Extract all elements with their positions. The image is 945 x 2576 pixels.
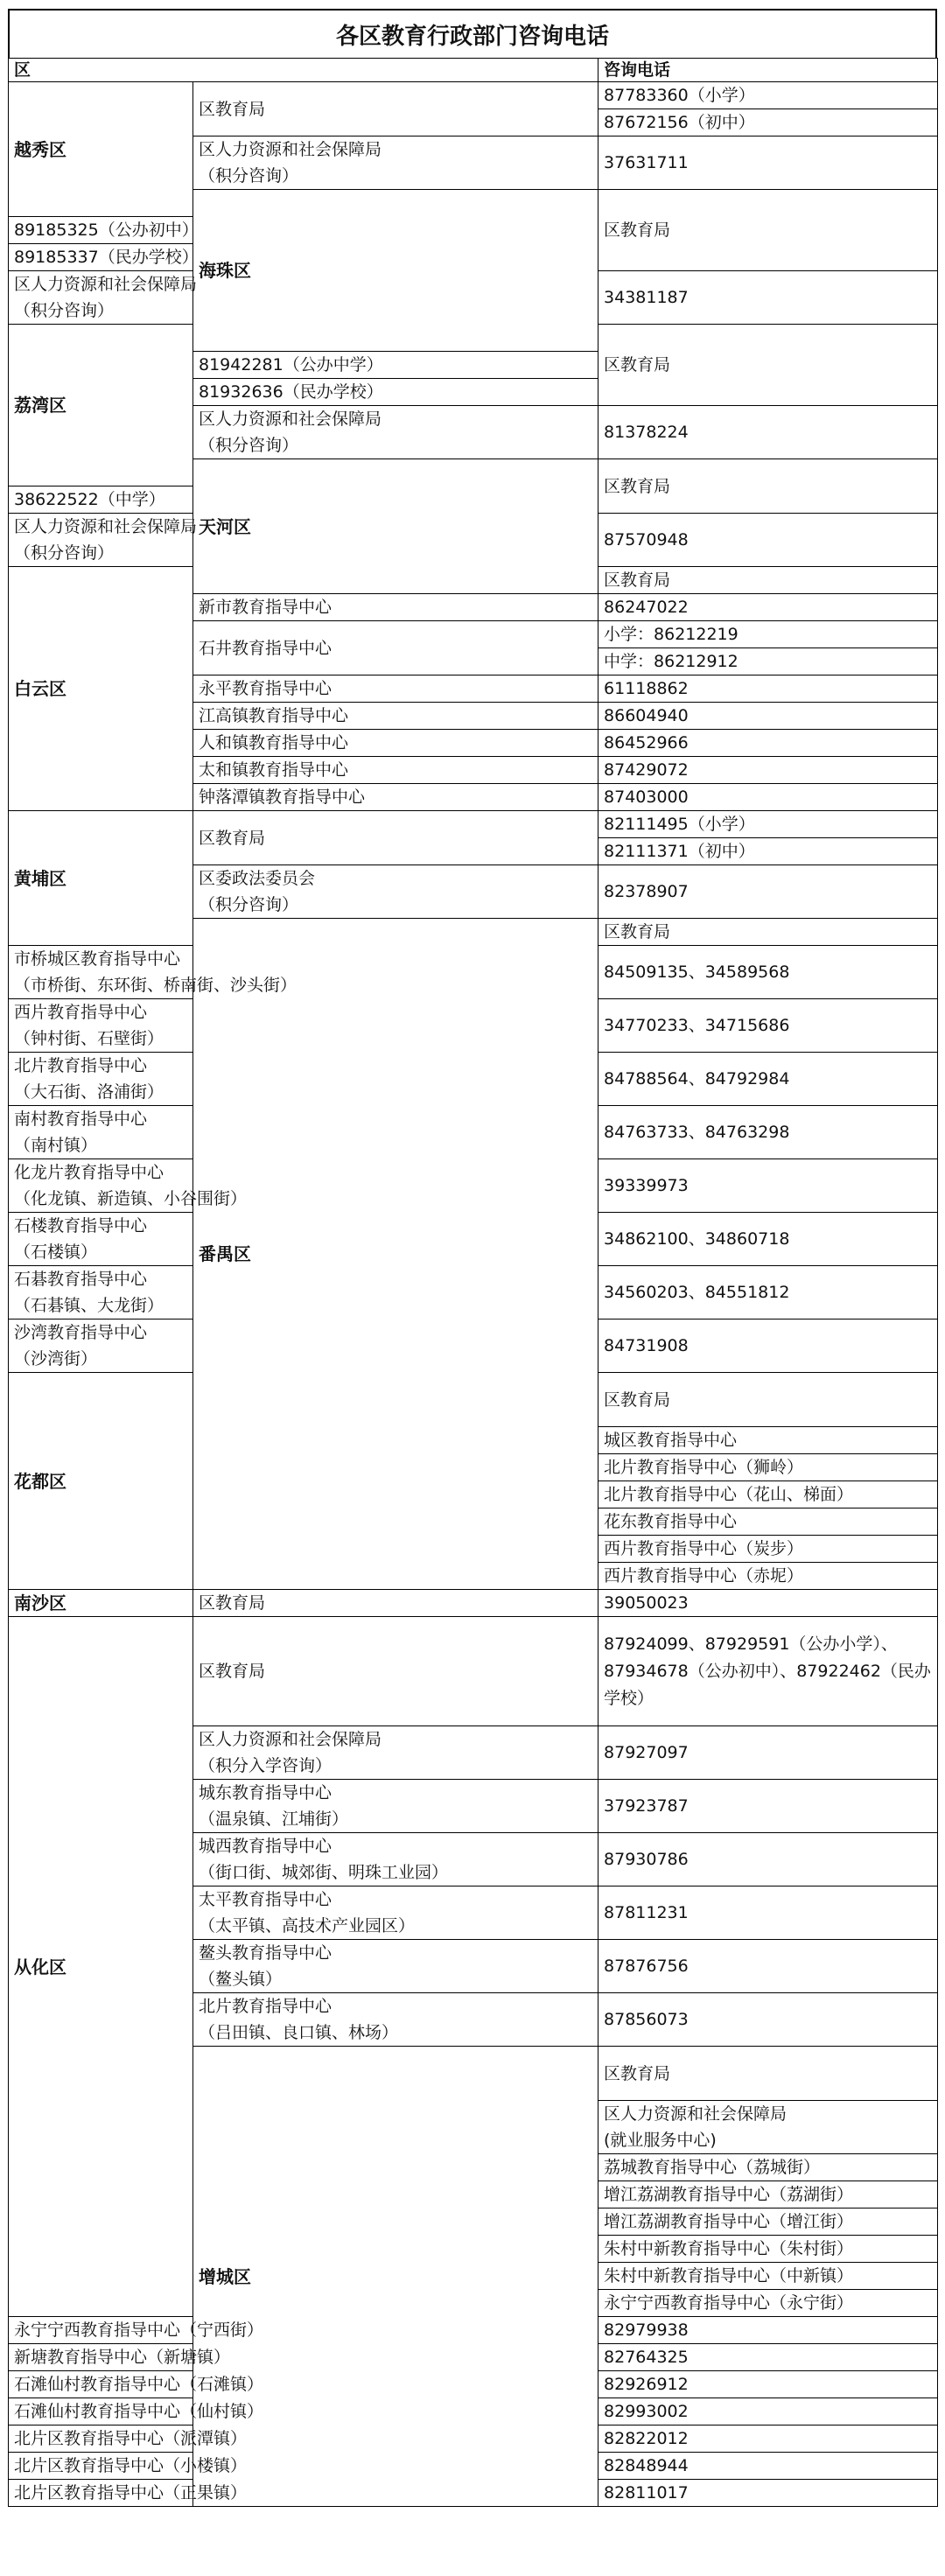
department-scope: （太平镇、高技术产业园区） bbox=[199, 1916, 416, 1936]
phone-number: 87672156（初中） bbox=[598, 109, 938, 136]
department-label: 区教育局 bbox=[604, 355, 671, 374]
department-name bbox=[598, 919, 938, 946]
department-name bbox=[193, 730, 598, 757]
department-name bbox=[193, 1590, 598, 1617]
department-name bbox=[598, 2263, 938, 2290]
district-name: 白云区 bbox=[9, 567, 193, 811]
department-label: 区人力资源和社会保障局 bbox=[199, 410, 382, 429]
table-row bbox=[9, 1617, 938, 1726]
phone-number: 82993002 bbox=[598, 2398, 938, 2426]
phone-number: 34862100、34860718 bbox=[598, 1213, 938, 1266]
department-name bbox=[9, 514, 198, 567]
department-scope: （积分咨询） bbox=[14, 543, 115, 563]
department-name bbox=[9, 2344, 231, 2371]
department-name bbox=[193, 594, 598, 621]
department-name bbox=[9, 271, 198, 325]
phone-number: 87876756 bbox=[598, 1940, 938, 1993]
phone-number: 89185337（民办学校） bbox=[9, 244, 193, 271]
department-name bbox=[9, 2453, 248, 2480]
department-name bbox=[598, 2208, 938, 2236]
department-scope: （吕田镇、良口镇、林场） bbox=[199, 2023, 399, 2042]
department-label: 太平教育指导中心 bbox=[199, 1890, 332, 1909]
phone-number: 小学：86212219 bbox=[598, 621, 938, 648]
phone-number: 82378907 bbox=[598, 865, 938, 919]
department-label: 沙湾教育指导中心 bbox=[14, 1323, 148, 1342]
department-label: 新塘教育指导中心（新塘镇） bbox=[14, 2348, 231, 2367]
department-name bbox=[9, 2480, 248, 2507]
department-label: 太和镇教育指导中心 bbox=[199, 760, 349, 780]
phone-number: 39339973 bbox=[598, 1159, 938, 1213]
department-label: 区教育局 bbox=[604, 2063, 671, 2083]
department-name bbox=[9, 1213, 193, 1266]
department-name bbox=[193, 757, 598, 784]
district-name: 南沙区 bbox=[9, 1590, 193, 1617]
phone-number: 34381187 bbox=[598, 271, 938, 325]
department-name bbox=[598, 1373, 938, 1427]
department-label: 化龙片教育指导中心 bbox=[14, 1163, 164, 1182]
department-scope: （化龙镇、新造镇、小谷围街） bbox=[14, 1189, 248, 1208]
phone-number: 37631711 bbox=[598, 136, 938, 190]
department-label: 朱村中新教育指导中心（中新镇） bbox=[604, 2266, 854, 2286]
department-label: 人和镇教育指导中心 bbox=[199, 733, 349, 752]
department-name bbox=[193, 82, 598, 136]
department-label: 区教育局 bbox=[604, 570, 671, 590]
department-name bbox=[193, 1833, 598, 1886]
department-name bbox=[598, 567, 938, 594]
phone-number: 84788564、84792984 bbox=[598, 1053, 938, 1106]
department-scope: （积分咨询） bbox=[14, 301, 115, 320]
department-name bbox=[193, 1940, 598, 1993]
district-name: 黄埔区 bbox=[9, 811, 193, 946]
department-label: 区教育局 bbox=[199, 1593, 266, 1613]
district-name: 增城区 bbox=[193, 2047, 598, 2507]
department-name bbox=[598, 1454, 938, 1481]
header-phone: 咨询电话 bbox=[598, 59, 938, 82]
phone-number: 89185325（公办初中） bbox=[9, 217, 193, 244]
department-scope: （南村镇） bbox=[14, 1136, 98, 1155]
department-label: 区教育局 bbox=[604, 220, 671, 240]
department-label: 城西教育指导中心 bbox=[199, 1837, 332, 1856]
department-label: 花东教育指导中心 bbox=[604, 1512, 738, 1531]
phone-number: 61118862 bbox=[598, 676, 938, 703]
department-label: 北片区教育指导中心（正果镇） bbox=[14, 2483, 248, 2502]
department-label: 北片教育指导中心（花山、梯面） bbox=[604, 1485, 854, 1504]
department-name bbox=[9, 2398, 264, 2426]
phone-number: 87570948 bbox=[598, 514, 938, 567]
phone-number: 81378224 bbox=[598, 406, 938, 459]
phone-number: 82764325 bbox=[598, 2344, 938, 2371]
phone-number: 82111371（初中） bbox=[598, 838, 938, 865]
department-label: 市桥城区教育指导中心 bbox=[14, 949, 181, 969]
department-name bbox=[598, 190, 938, 271]
department-name bbox=[193, 865, 598, 919]
department-scope: （温泉镇、江埔街） bbox=[199, 1810, 349, 1829]
district-name: 花都区 bbox=[9, 1373, 193, 1590]
district-name: 从化区 bbox=[9, 1617, 193, 2317]
department-label: 北片教育指导中心 bbox=[199, 1997, 332, 2016]
phone-number: 86247022 bbox=[598, 594, 938, 621]
department-label: 北片区教育指导中心（小楼镇） bbox=[14, 2456, 248, 2475]
department-name bbox=[9, 1159, 248, 1213]
department-name bbox=[598, 1427, 938, 1454]
department-label: 西片教育指导中心（炭步） bbox=[604, 1539, 804, 1558]
department-name bbox=[9, 946, 298, 999]
phone-number: 87930786 bbox=[598, 1833, 938, 1886]
phone-number: 82848944 bbox=[598, 2453, 938, 2480]
department-label: 区委政法委员会 bbox=[199, 869, 316, 888]
phone-number: 86452966 bbox=[598, 730, 938, 757]
phone-number: 84763733、84763298 bbox=[598, 1106, 938, 1159]
phone-number: 87783360（小学） bbox=[598, 82, 938, 109]
phone-number: 87811231 bbox=[598, 1886, 938, 1940]
department-scope: （积分入学咨询） bbox=[199, 1756, 332, 1775]
department-name bbox=[598, 2290, 938, 2317]
department-name bbox=[598, 1508, 938, 1536]
department-name bbox=[193, 406, 598, 459]
department-scope: （鳌头镇） bbox=[199, 1970, 283, 1989]
phone-number: 34770233、34715686 bbox=[598, 999, 938, 1053]
department-name bbox=[598, 2236, 938, 2263]
phone-number: 34560203、84551812 bbox=[598, 1266, 938, 1320]
department-name bbox=[598, 459, 938, 514]
department-label: 区人力资源和社会保障局 bbox=[199, 140, 382, 159]
phone-number: 87856073 bbox=[598, 1993, 938, 2047]
department-name bbox=[598, 2154, 938, 2181]
department-label: 朱村中新教育指导中心（朱村街） bbox=[604, 2239, 854, 2258]
phone-number: 中学：86212912 bbox=[598, 648, 938, 676]
department-label: 区教育局 bbox=[604, 922, 671, 942]
department-label: 石碁教育指导中心 bbox=[14, 1270, 148, 1289]
department-label: 城区教育指导中心 bbox=[604, 1431, 738, 1450]
department-scope: （街口街、城郊街、明珠工业园） bbox=[199, 1863, 449, 1882]
table-row bbox=[9, 811, 938, 838]
phone-number: 87927097 bbox=[598, 1726, 938, 1780]
phone-number: 87924099、87929591（公办小学）、87934678（公办初中）、87922462（民办学校） bbox=[598, 1617, 938, 1726]
department-name bbox=[193, 1780, 598, 1833]
department-name bbox=[9, 1106, 193, 1159]
department-name bbox=[598, 1563, 938, 1590]
phone-number: 87429072 bbox=[598, 757, 938, 784]
department-label: 区人力资源和社会保障局 bbox=[14, 275, 198, 294]
department-name bbox=[193, 136, 598, 190]
department-label: 区人力资源和社会保障局 bbox=[604, 2104, 788, 2124]
department-name bbox=[9, 2371, 264, 2398]
department-name bbox=[598, 2047, 938, 2101]
district-name: 海珠区 bbox=[193, 190, 598, 352]
department-scope: （积分咨询） bbox=[199, 895, 299, 914]
department-label: 区人力资源和社会保障局 bbox=[14, 517, 198, 536]
phone-number: 84509135、34589568 bbox=[598, 946, 938, 999]
phone-number: 38622522（中学） bbox=[9, 486, 193, 514]
department-name bbox=[193, 1993, 598, 2047]
page-title: 各区教育行政部门咨询电话 bbox=[8, 9, 937, 58]
department-label: 北片教育指导中心（狮岭） bbox=[604, 1458, 804, 1477]
department-name bbox=[598, 1481, 938, 1508]
department-label: 西片教育指导中心（赤坭） bbox=[604, 1566, 804, 1586]
department-label: 区教育局 bbox=[199, 99, 266, 119]
department-name bbox=[193, 621, 598, 676]
phone-number: 81942281（公办中学） bbox=[193, 352, 598, 379]
phone-number: 82979938 bbox=[598, 2317, 938, 2344]
department-label: 北片教育指导中心 bbox=[14, 1056, 148, 1075]
phone-number: 82822012 bbox=[598, 2426, 938, 2453]
department-name bbox=[598, 325, 938, 406]
department-scope: （钟村街、石壁街） bbox=[14, 1029, 164, 1048]
department-scope: （大石街、洛浦街） bbox=[14, 1082, 164, 1102]
department-name bbox=[598, 2181, 938, 2208]
department-name bbox=[9, 2317, 264, 2344]
department-label: 新市教育指导中心 bbox=[199, 598, 332, 617]
department-label: 增江荔湖教育指导中心（增江街） bbox=[604, 2212, 854, 2231]
header-row bbox=[9, 59, 938, 82]
department-label: 南村教育指导中心 bbox=[14, 1110, 148, 1129]
department-label: 鳌头教育指导中心 bbox=[199, 1943, 332, 1963]
department-label: 荔城教育指导中心（荔城街） bbox=[604, 2158, 821, 2177]
department-name bbox=[9, 1053, 193, 1106]
phone-number: 81932636（民办学校） bbox=[193, 379, 598, 406]
department-label: 永宁宁西教育指导中心（永宁街） bbox=[604, 2293, 854, 2313]
phone-number: 82811017 bbox=[598, 2480, 938, 2507]
department-name bbox=[193, 1886, 598, 1940]
department-name bbox=[193, 703, 598, 730]
department-label: 石井教育指导中心 bbox=[199, 638, 332, 658]
department-name bbox=[9, 1320, 193, 1373]
phone-number: 86604940 bbox=[598, 703, 938, 730]
phone-number: 87403000 bbox=[598, 784, 938, 811]
table-row bbox=[9, 1590, 938, 1617]
department-name bbox=[193, 676, 598, 703]
department-name bbox=[193, 1726, 598, 1780]
phone-number: 84731908 bbox=[598, 1320, 938, 1373]
phone-number: 39050023 bbox=[598, 1590, 938, 1617]
phone-number: 82111495（小学） bbox=[598, 811, 938, 838]
department-label: 区教育局 bbox=[604, 476, 671, 496]
department-label: 西片教育指导中心 bbox=[14, 1003, 148, 1022]
department-name bbox=[598, 2101, 938, 2154]
department-label: 石楼教育指导中心 bbox=[14, 1216, 148, 1236]
department-label: 石滩仙村教育指导中心（仙村镇） bbox=[14, 2402, 264, 2421]
department-scope: （积分咨询） bbox=[199, 166, 299, 186]
department-label: 石滩仙村教育指导中心（石滩镇） bbox=[14, 2375, 264, 2394]
contact-table bbox=[8, 58, 938, 2507]
department-scope: （积分咨询） bbox=[199, 436, 299, 455]
department-name bbox=[193, 784, 598, 811]
department-label: 区人力资源和社会保障局 bbox=[199, 1730, 382, 1749]
department-name bbox=[598, 1536, 938, 1563]
department-name bbox=[9, 2426, 248, 2453]
department-label: 区教育局 bbox=[604, 1390, 671, 1410]
district-name: 荔湾区 bbox=[9, 325, 193, 486]
department-label: 增江荔湖教育指导中心（荔湖街） bbox=[604, 2185, 854, 2204]
department-scope: （石楼镇） bbox=[14, 1242, 98, 1262]
department-label: 城东教育指导中心 bbox=[199, 1783, 332, 1802]
phone-number: 37923787 bbox=[598, 1780, 938, 1833]
department-scope: （石碁镇、大龙街） bbox=[14, 1296, 164, 1315]
contact-sheet bbox=[8, 9, 937, 2507]
department-label: 江高镇教育指导中心 bbox=[199, 706, 349, 725]
department-label: 区教育局 bbox=[199, 1662, 266, 1681]
district-name: 番禺区 bbox=[193, 919, 598, 1590]
department-name bbox=[9, 999, 193, 1053]
department-label: 钟落潭镇教育指导中心 bbox=[199, 788, 366, 807]
department-label: 永平教育指导中心 bbox=[199, 679, 332, 698]
department-scope: (就业服务中心) bbox=[604, 2131, 717, 2150]
department-name bbox=[193, 811, 598, 865]
district-name: 越秀区 bbox=[9, 82, 193, 217]
district-name: 天河区 bbox=[193, 459, 598, 594]
department-label: 区教育局 bbox=[199, 828, 266, 848]
table-row bbox=[9, 82, 938, 109]
department-scope: （沙湾街） bbox=[14, 1349, 98, 1368]
department-label: 永宁宁西教育指导中心（宁西街） bbox=[14, 2320, 264, 2340]
department-label: 北片区教育指导中心（派潭镇） bbox=[14, 2429, 248, 2448]
phone-number: 82926912 bbox=[598, 2371, 938, 2398]
department-name bbox=[9, 1266, 193, 1320]
department-name bbox=[193, 1617, 598, 1726]
department-scope: （市桥街、东环街、桥南街、沙头街） bbox=[14, 976, 298, 995]
header-district: 区 bbox=[9, 59, 598, 82]
